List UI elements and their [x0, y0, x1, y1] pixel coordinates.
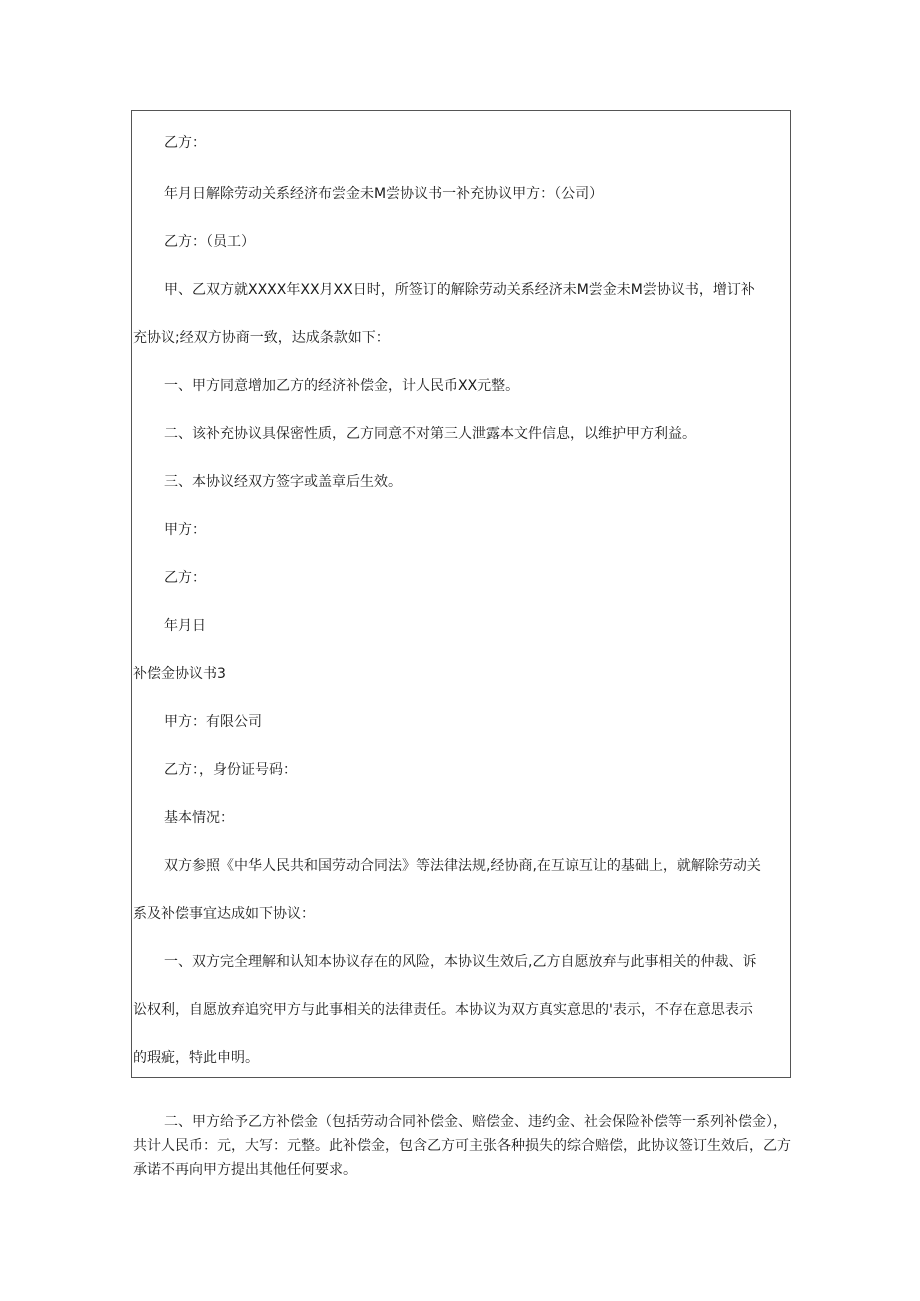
preamble-line-2: 系及补偿事宜达成如下协议： [133, 906, 315, 922]
agreement-heading-line: 年月日解除劳动关系经济布尝金未M尝协议书一补充协议甲方：（公司） [164, 186, 604, 202]
party-b-id-line: 乙方：，身份证号码： [164, 762, 297, 778]
date-line: 年月日 [164, 618, 206, 634]
clause-1: 一、甲方同意增加乙方的经济补偿金，计人民币XX元整。 [164, 378, 520, 394]
intro-line-1: 甲、乙双方就XXXX年XX月XX日时，所签订的解除劳动关系经济未M尝金未M尝协议书，增订补 [164, 282, 755, 298]
party-a-line: 甲方：有限公司 [164, 714, 262, 730]
bordered-text-frame [131, 110, 791, 1078]
basic-info-label: 基本情况： [164, 810, 234, 826]
intro-line-2: 充协议;经双方协商一致，达成条款如下： [133, 330, 390, 346]
party-b-signature-label: 乙方： [164, 570, 206, 586]
party-b-employee-line: 乙方：（员工） [164, 234, 255, 250]
preamble-line-1: 双方参照《中华人民共和国劳动合同法》等法律法规,经协商,在互谅互让的基础上，就解除劳动关 [164, 858, 761, 874]
party-a-signature-label: 甲方： [164, 522, 206, 538]
article-1-line-2: 讼权利，自愿放弃追究甲方与此事相关的法律责任。本协议为双方真实意思的'表示，不存在意思表示 [133, 1002, 753, 1018]
section-title: 补偿金协议书3 [133, 666, 226, 682]
article-1-line-3: 的瑕疵，特此申明。 [133, 1050, 259, 1066]
article-1-line-1: 一、双方完全理解和认知本协议存在的风险，本协议生效后,乙方自愿放弃与此事相关的仲裁、诉 [164, 954, 757, 970]
article-2-paragraph: 二、甲方给予乙方补偿金（包括劳动合同补偿金、赔偿金、违约金、社会保险补偿等一系列补偿金），共计人民币：元，大写：元整。此补偿金，包含乙方可主张各种损失的综合赔偿，此协议签订生效后，乙方承诺不再向甲方提出其他任何要求。 [133, 1114, 791, 1178]
clause-2: 二、该补充协议具保密性质，乙方同意不对第三人泄露本文件信息，以维护甲方利益。 [164, 426, 696, 442]
clause-3: 三、本协议经双方签字或盖章后生效。 [164, 474, 402, 490]
party-b-label: 乙方： [164, 135, 206, 151]
